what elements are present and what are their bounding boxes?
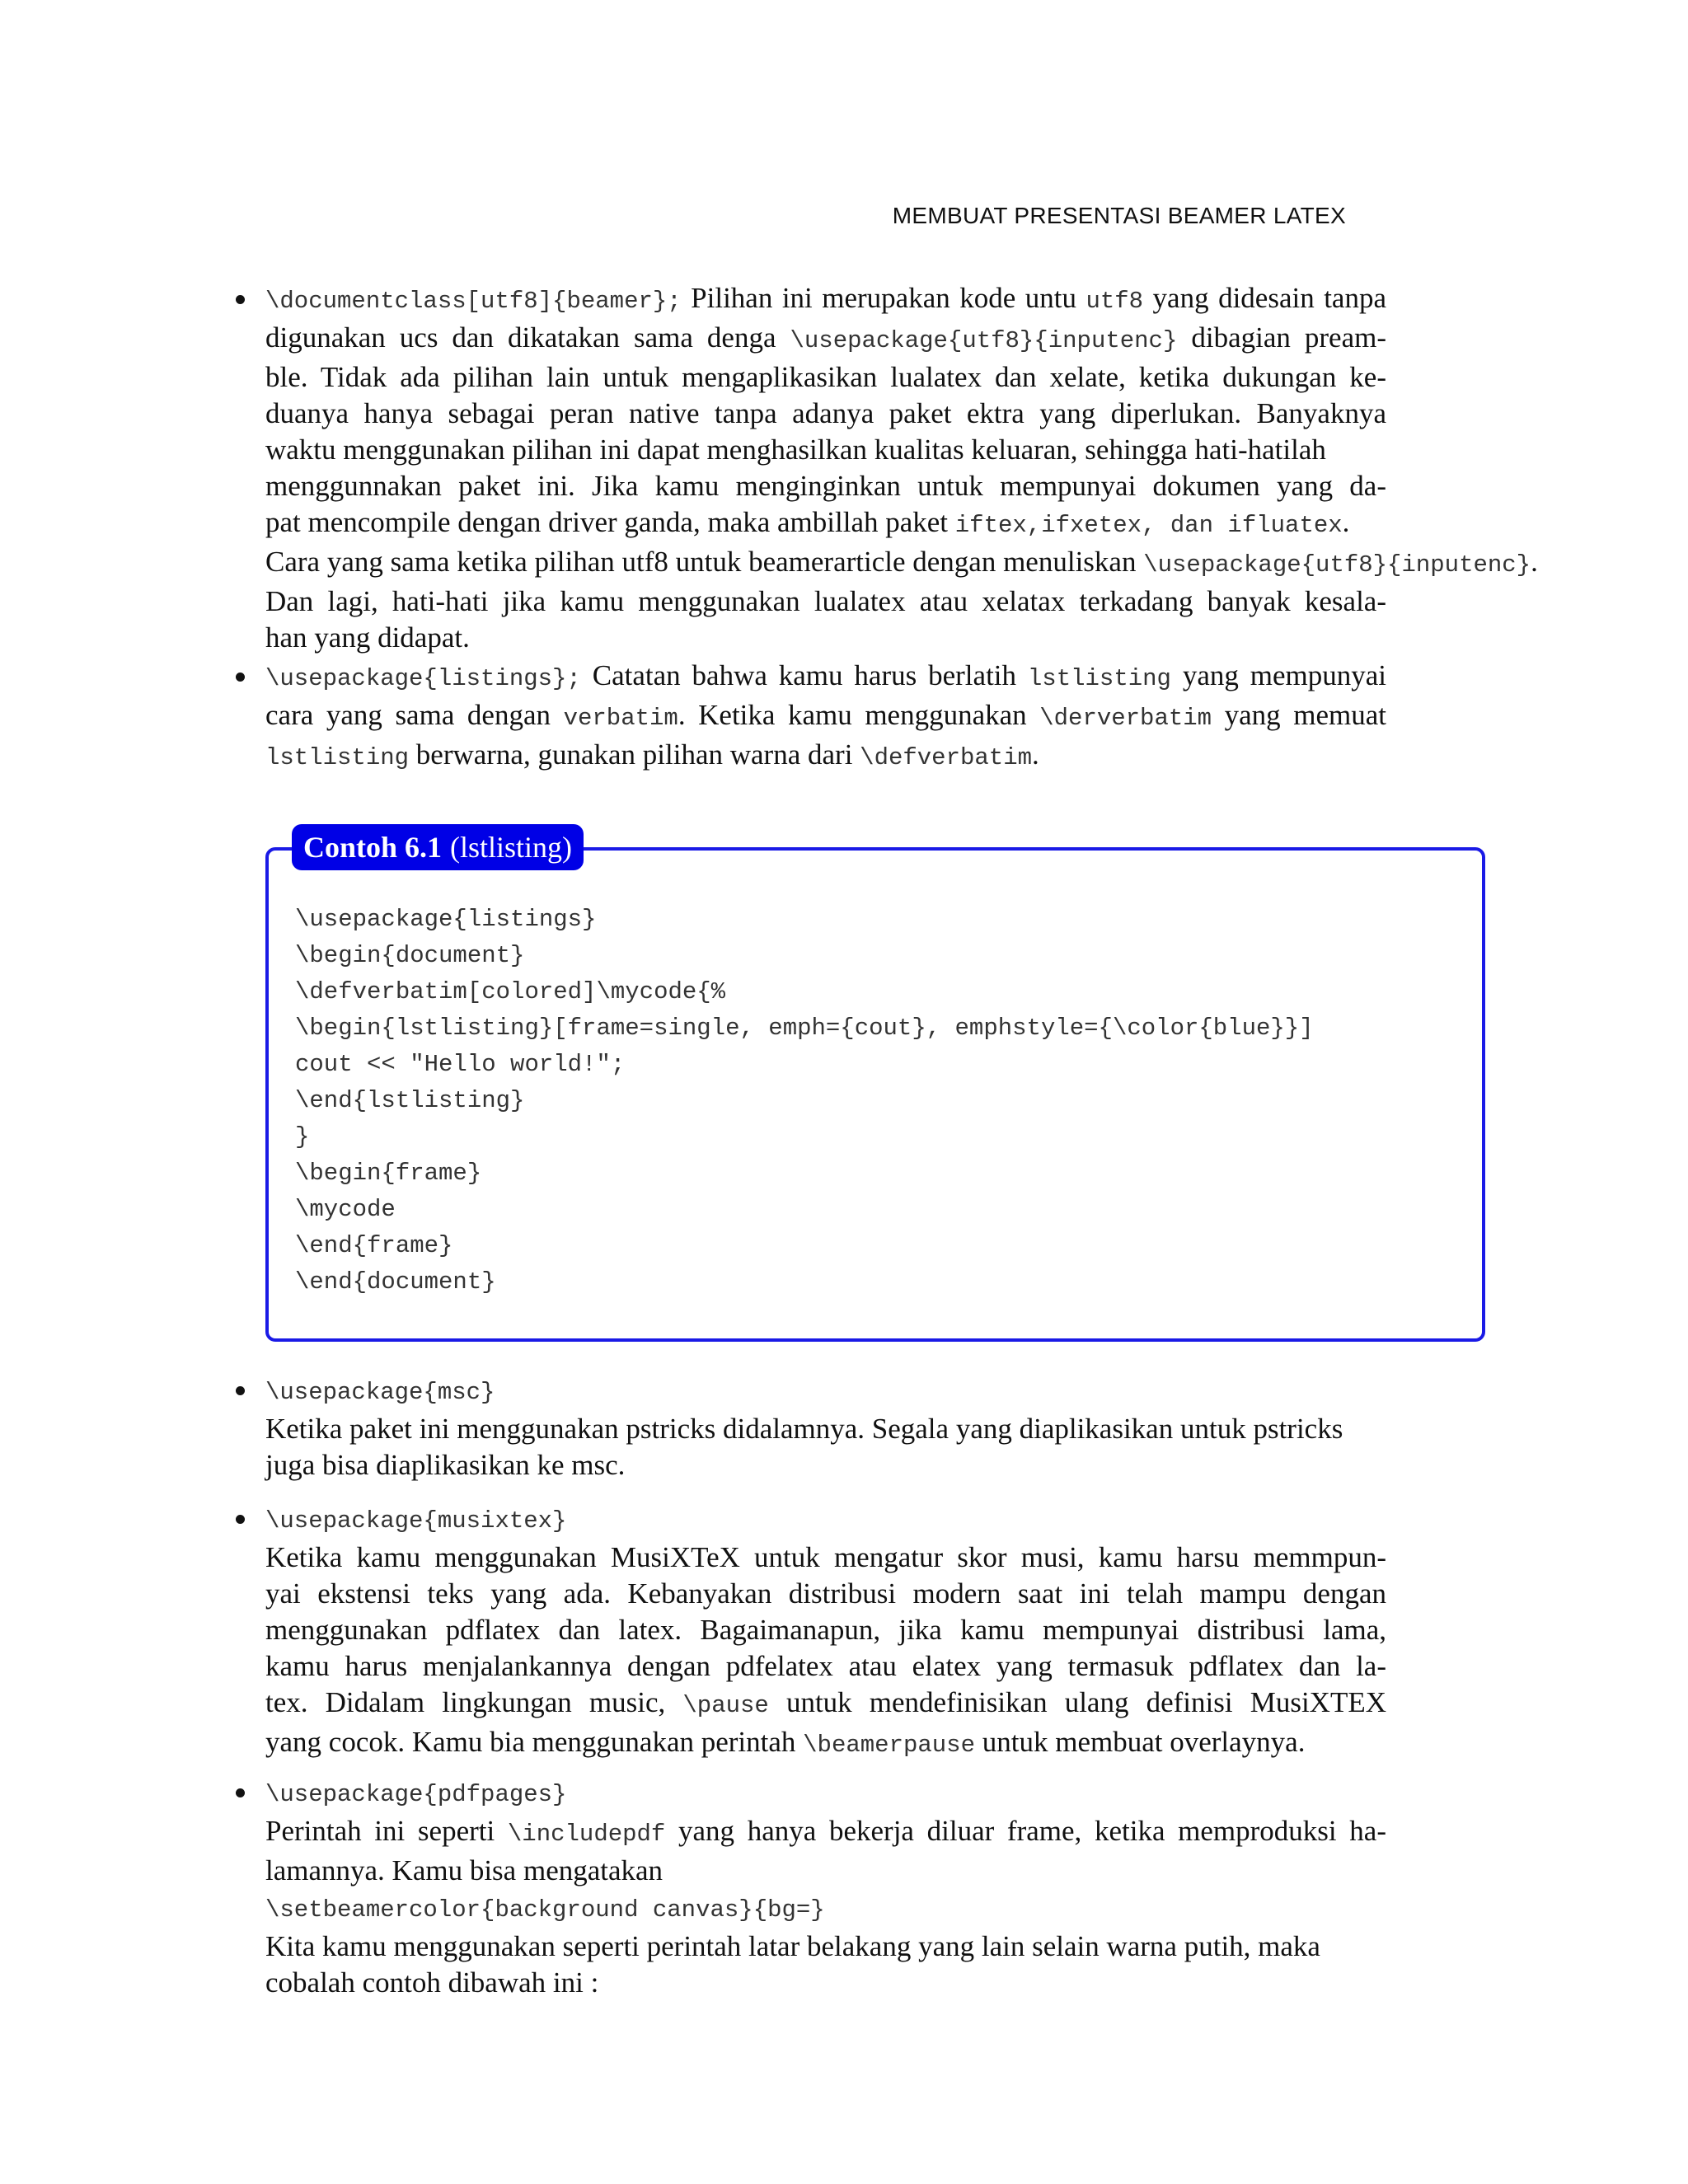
code-line: \defverbatim[colored]\mycode{% (295, 978, 726, 1005)
paragraph-line: cara yang sama dengan verbatim. Ketika kamu menggunakan \derverbatim yang memuat (265, 699, 1386, 732)
code-line: } (295, 1123, 310, 1151)
example-title (292, 824, 584, 870)
code-listing (295, 902, 1314, 1301)
list-item-musixtex (265, 1500, 1386, 1764)
paragraph-line: ble. Tidak ada pilihan lain untuk mengaplikasikan lualatex dan xelate, ketika dukungan ke- (265, 361, 1386, 393)
paragraph-line: \usepackage{pdfpages} (265, 1781, 567, 1808)
paragraph-line: Dan lagi, hati-hati jika kamu menggunakan lualatex atau xelatax terkadang banyak kesala- (265, 585, 1386, 617)
list-item-documentclass (265, 280, 1538, 656)
paragraph-line: \usepackage{listings}; Catatan bahwa kamu harus berlatih lstlisting yang mempunyai (265, 659, 1386, 692)
bullet-icon (236, 295, 245, 304)
paragraph-line: lamannya. Kamu bisa mengatakan (265, 1854, 663, 1886)
paragraph-line: juga bisa diaplikasikan ke msc. (265, 1449, 626, 1481)
paragraph-line: \usepackage{musixtex} (265, 1507, 567, 1535)
paragraph-line: tex. Didalam lingkungan music, \pause untuk mendefinisikan ulang definisi MusiXTEX (265, 1686, 1386, 1719)
list-item-pdfpages (265, 1774, 1386, 2001)
paragraph-line: \usepackage{msc} (265, 1379, 495, 1406)
paragraph-line: \setbeamercolor{background canvas}{bg=} (265, 1896, 825, 1924)
paragraph-line: waktu menggunakan pilihan ini dapat menghasilkan kualitas keluaran, sehingga hati-hatilah (265, 434, 1326, 466)
paragraph-line: menggunnakan paket ini. Jika kamu menginginkan untuk mempunyai dokumen yang da- (265, 470, 1386, 502)
paragraph-line: Ketika kamu menggunakan MusiXTeX untuk mengatur skor musi, kamu harsu memmpun- (265, 1541, 1386, 1573)
code-line: \mycode (295, 1196, 396, 1223)
code-line: cout << "Hello world!"; (295, 1051, 626, 1078)
bullet-icon (236, 1386, 245, 1395)
paragraph-line: Perintah ini seperti \includepdf yang hanya bekerja diluar frame, ketika memproduksi ha- (265, 1815, 1386, 1848)
paragraph-line: \documentclass[utf8]{beamer}; Pilihan ini merupakan kode untu utf8 yang didesain tanpa (265, 282, 1386, 315)
paragraph-line: yai ekstensi teks yang ada. Kebanyakan distribusi modern saat ini telah mampu dengan (265, 1577, 1386, 1610)
paragraph-line: Kita kamu menggunakan seperti perintah latar belakang yang lain selain warna putih, maka (265, 1930, 1320, 1962)
bullet-icon (236, 1515, 245, 1524)
bullet-icon (236, 1788, 245, 1797)
code-line: \usepackage{listings} (295, 906, 597, 933)
paragraph-line: pat mencompile dengan driver ganda, maka ambillah paket iftex,ifxetex, dan ifluatex. (265, 506, 1350, 539)
paragraph-line: duanya hanya sebagai peran native tanpa adanya paket ektra yang diperlukan. Banyaknya (265, 397, 1386, 429)
example-label: Contoh 6.1 (303, 831, 443, 864)
paragraph-line: han yang didapat. (265, 621, 470, 654)
list-item-msc (265, 1371, 1386, 1483)
code-line: \begin{document} (295, 942, 525, 969)
code-line: \end{lstlisting} (295, 1087, 525, 1114)
paragraph-line: Ketika paket ini menggunakan pstricks didalamnya. Segala yang diaplikasikan untuk pstricks (265, 1413, 1343, 1445)
running-head: MEMBUAT PRESENTASI BEAMER LATEX (892, 203, 1346, 228)
example-caption: (lstlisting) (450, 831, 573, 864)
paragraph-line: kamu harus menjalankannya dengan pdfelatex atau elatex yang termasuk pdflatex dan la- (265, 1650, 1386, 1682)
paragraph-line: menggunakan pdflatex dan latex. Bagaimanapun, jika kamu mempunyai distribusi lama, (265, 1614, 1386, 1646)
code-line: \end{document} (295, 1268, 496, 1296)
paragraph-line: Cara yang sama ketika pilihan utf8 untuk beamerarticle dengan menuliskan \usepackage{utf8}{inputenc}. (265, 546, 1538, 579)
code-line: \begin{lstlisting}[frame=single, emph={cout}, emphstyle={\color{blue}}] (295, 1015, 1314, 1042)
code-line: \end{frame} (295, 1232, 453, 1259)
paragraph-line: digunakan ucs dan dikatakan sama denga \usepackage{utf8}{inputenc} dibagian pream- (265, 321, 1386, 354)
bullet-icon (236, 673, 245, 682)
paragraph-line: cobalah contoh dibawah ini : (265, 1966, 599, 1999)
code-line: \begin{frame} (295, 1160, 482, 1187)
list-item-listings (265, 658, 1386, 776)
paragraph-line: lstlisting berwarna, gunakan pilihan warna dari \defverbatim. (265, 738, 1039, 771)
paragraph-line: yang cocok. Kamu bia menggunakan perintah \beamerpause untuk membuat overlaynya. (265, 1726, 1306, 1759)
